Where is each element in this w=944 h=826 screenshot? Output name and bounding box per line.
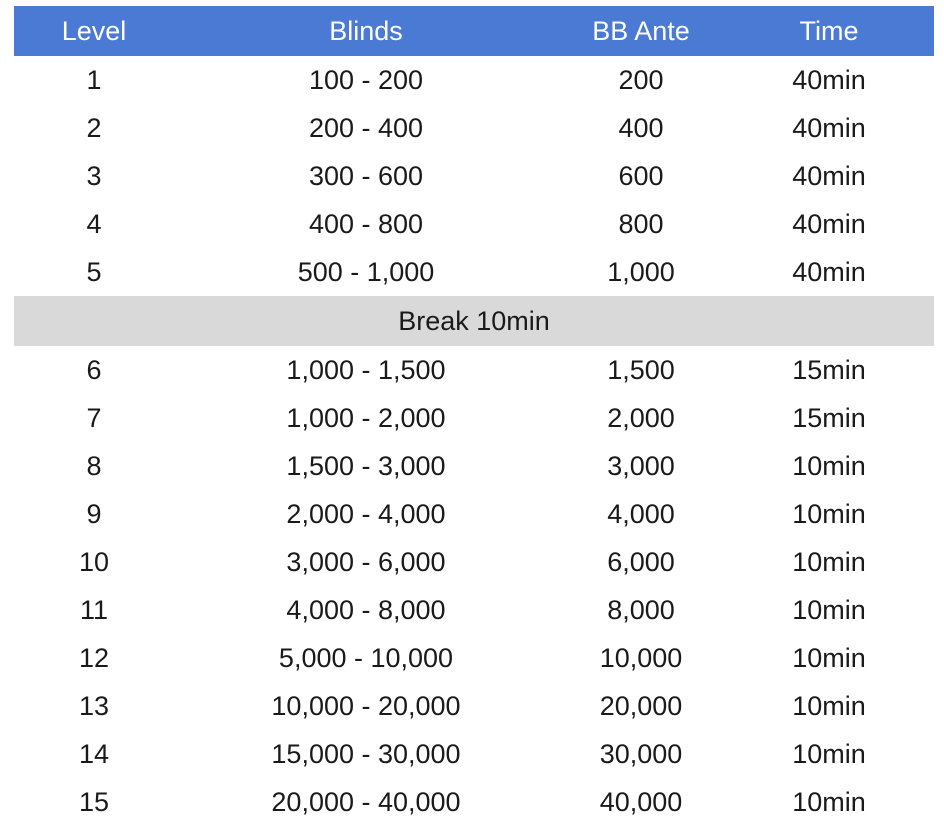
cell-bb-ante: 8,000 [607, 594, 675, 625]
blind-structure-table [14, 6, 934, 826]
cell-time: 40min [792, 64, 866, 95]
cell-time: 40min [792, 160, 866, 191]
table-row [14, 538, 934, 586]
table-body [14, 56, 934, 826]
cell-bb-ante: 4,000 [607, 498, 675, 529]
cell-level: 8 [86, 450, 102, 481]
header-level: Level [61, 15, 127, 46]
cell-time: 15min [792, 354, 866, 385]
table-row [14, 634, 934, 682]
header-bb-ante: BB Ante [592, 15, 690, 46]
cell-level: 9 [86, 498, 102, 529]
cell-bb-ante: 200 [618, 64, 664, 95]
cell-blinds: 5,000 - 10,000 [278, 642, 454, 673]
cell-time: 10min [792, 642, 866, 673]
cell-time: 40min [792, 208, 866, 239]
cell-level: 4 [86, 208, 102, 239]
cell-blinds: 2,000 - 4,000 [286, 498, 446, 529]
cell-blinds: 4,000 - 8,000 [286, 594, 446, 625]
cell-bb-ante: 400 [618, 112, 664, 143]
cell-level: 13 [78, 690, 110, 721]
cell-blinds: 15,000 - 30,000 [271, 738, 461, 769]
cell-blinds: 300 - 600 [308, 160, 424, 191]
cell-blinds: 500 - 1,000 [297, 256, 435, 287]
cell-bb-ante: 40,000 [599, 786, 683, 817]
cell-bb-ante: 30,000 [599, 738, 683, 769]
cell-level: 3 [86, 160, 102, 191]
cell-bb-ante: 6,000 [607, 546, 675, 577]
cell-level: 5 [86, 256, 102, 287]
table-row [14, 152, 934, 200]
table-row [14, 730, 934, 778]
cell-blinds: 1,000 - 2,000 [286, 402, 446, 433]
cell-time: 10min [792, 738, 866, 769]
cell-time: 40min [792, 112, 866, 143]
cell-time: 10min [792, 594, 866, 625]
header-blinds: Blinds [329, 15, 403, 46]
table-row [14, 586, 934, 634]
cell-bb-ante: 3,000 [607, 450, 675, 481]
cell-time: 10min [792, 498, 866, 529]
break-label: Break 10min [398, 305, 550, 336]
break-row [14, 296, 934, 346]
cell-level: 14 [78, 738, 110, 769]
header-row [14, 6, 934, 56]
cell-blinds: 100 - 200 [308, 64, 424, 95]
cell-blinds: 400 - 800 [308, 208, 424, 239]
cell-level: 6 [86, 354, 102, 385]
cell-time: 10min [792, 786, 866, 817]
header-time: Time [799, 15, 859, 46]
table-row [14, 104, 934, 152]
table-row [14, 200, 934, 248]
cell-blinds: 20,000 - 40,000 [271, 786, 461, 817]
cell-bb-ante: 1,500 [607, 354, 675, 385]
cell-bb-ante: 800 [618, 208, 664, 239]
cell-level: 1 [86, 64, 102, 95]
cell-time: 10min [792, 690, 866, 721]
cell-bb-ante: 1,000 [607, 256, 675, 287]
cell-blinds: 10,000 - 20,000 [271, 690, 461, 721]
cell-level: 2 [86, 112, 102, 143]
cell-time: 15min [792, 402, 866, 433]
cell-level: 7 [86, 402, 102, 433]
cell-blinds: 1,500 - 3,000 [286, 450, 446, 481]
cell-level: 15 [78, 786, 110, 817]
cell-time: 40min [792, 256, 866, 287]
table-row [14, 346, 934, 394]
cell-level: 11 [79, 594, 109, 625]
table-row [14, 490, 934, 538]
table-row [14, 778, 934, 826]
cell-level: 10 [78, 546, 110, 577]
table-row [14, 394, 934, 442]
cell-time: 10min [792, 450, 866, 481]
cell-bb-ante: 2,000 [607, 402, 675, 433]
cell-bb-ante: 600 [618, 160, 664, 191]
table-row [14, 248, 934, 296]
cell-bb-ante: 20,000 [599, 690, 683, 721]
cell-blinds: 1,000 - 1,500 [286, 354, 446, 385]
cell-level: 12 [78, 642, 110, 673]
table-row [14, 56, 934, 104]
table-header [14, 6, 934, 56]
cell-time: 10min [792, 546, 866, 577]
cell-blinds: 200 - 400 [308, 112, 424, 143]
cell-blinds: 3,000 - 6,000 [286, 546, 446, 577]
table-row [14, 442, 934, 490]
table-row [14, 682, 934, 730]
cell-bb-ante: 10,000 [599, 642, 683, 673]
